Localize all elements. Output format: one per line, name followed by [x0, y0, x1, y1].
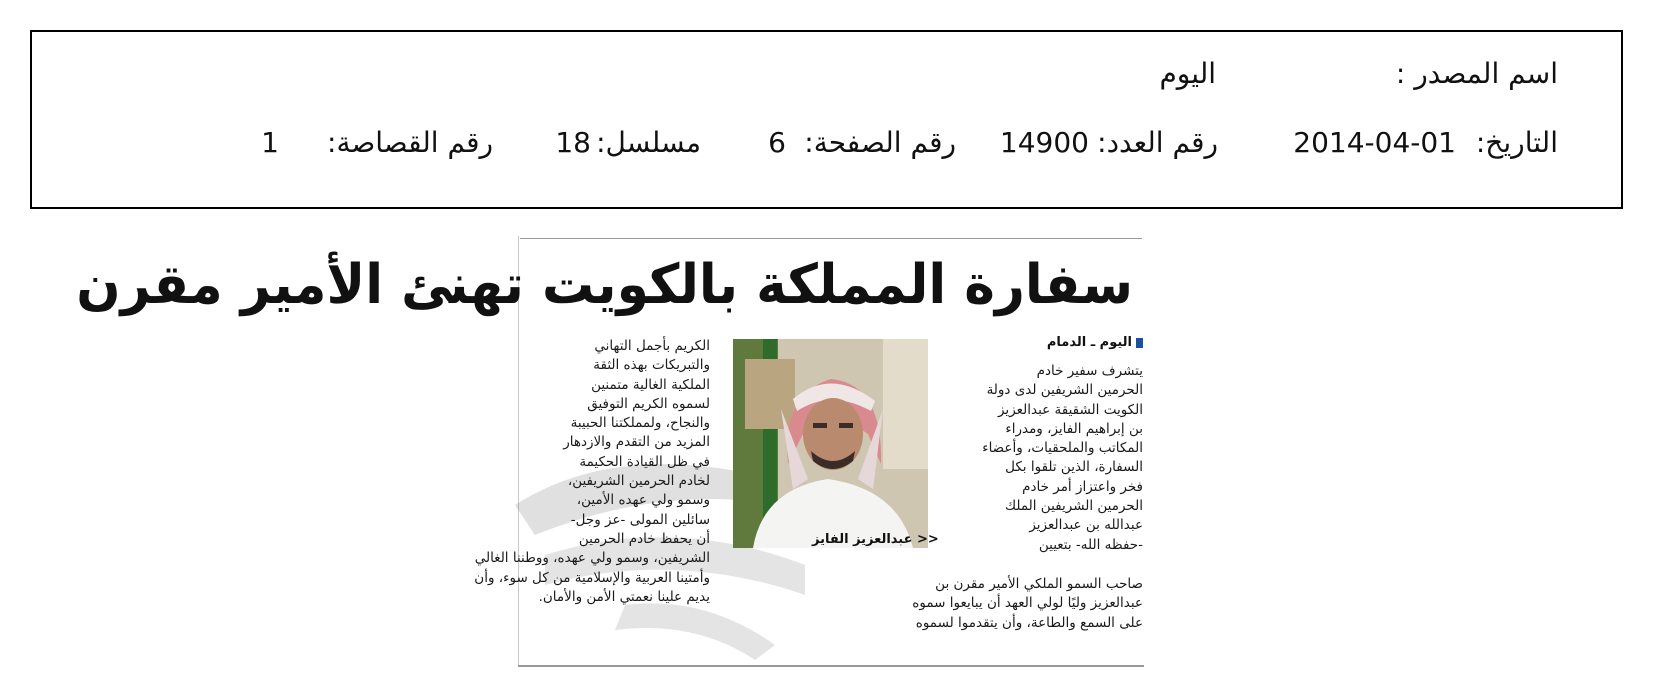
- text-line: الحرمين الشريفين لدى دولة: [986, 382, 1143, 399]
- clipping-header-box: [30, 30, 1623, 209]
- text-line: عبدالله بن عبدالعزيز: [1029, 517, 1143, 534]
- serial-value: 18: [555, 126, 591, 159]
- text-line: الكويت الشقيقة عبدالعزيز: [997, 401, 1143, 418]
- page-label: رقم الصفحة:: [804, 126, 956, 159]
- article-headline: سفارة المملكة بالكويت تهنئ الأمير مقرن: [76, 253, 1133, 317]
- text-line: الحرمين الشريفين الملك: [1005, 498, 1143, 515]
- clipping-top-rule: [520, 238, 1142, 239]
- clip-number-value: 1: [261, 126, 279, 159]
- text-line: والتبريكات بهذه الثقة: [593, 357, 710, 374]
- clipping-bottom-rule: [518, 665, 1144, 667]
- text-line: وأمتينا العربية والإسلامية من كل سوء، وأن: [474, 569, 710, 586]
- article-column-right: [943, 362, 1143, 555]
- source-value: اليوم: [1159, 57, 1216, 90]
- page-value: 6: [768, 126, 786, 159]
- text-line: فخر واعتزاز أمر خادم: [1022, 478, 1143, 495]
- text-line: الشريفين، وسمو ولي عهده، ووطننا الغالي: [474, 550, 710, 567]
- text-line: يتشرف سفير خادم: [1036, 363, 1143, 379]
- text-line: الملكية الغالية متمنين: [591, 376, 710, 393]
- issue-value: 14900: [999, 126, 1089, 159]
- text-line: سائلين المولى -عز وجل-: [570, 511, 710, 528]
- date-value: 2014-04-01: [1293, 126, 1456, 159]
- text-line: يديم علينا نعمتي الأمن والأمان.: [538, 588, 710, 605]
- text-line: أن يحفظ خادم الحرمين: [578, 530, 710, 547]
- portrait-illustration: [733, 339, 928, 548]
- date-label: التاريخ:: [1475, 126, 1558, 159]
- article-column-left: [474, 337, 710, 607]
- portrait-photo: [733, 339, 928, 548]
- text-line: السفارة، الذين تلقوا بكل: [1005, 459, 1143, 476]
- text-line: والنجاح، ولمملكتنا الحبيبة: [570, 415, 710, 432]
- source-label: اسم المصدر :: [1395, 57, 1558, 90]
- bookmark-icon: [1136, 338, 1143, 348]
- text-line: المكاتب والملحقيات، وأعضاء: [982, 440, 1143, 457]
- text-line: بن إبراهيم الفايز، ومدراء: [1005, 420, 1143, 437]
- text-line: لخادم الحرمين الشريفين،: [567, 473, 710, 490]
- article-column-bottom: [843, 575, 1143, 633]
- photo-caption: << عبدالعزيز الفايز: [812, 532, 939, 547]
- issue-label: رقم العدد:: [1097, 126, 1218, 159]
- article-byline: [1047, 335, 1143, 350]
- byline-text: اليوم ـ الدمام: [1046, 335, 1132, 350]
- text-line: صاحب السمو الملكي الأمير مقرن بن: [935, 576, 1143, 592]
- text-line: المزيد من التقدم والازدهار: [563, 434, 710, 451]
- text-line: وسمو ولي عهده الأمين،: [576, 492, 710, 509]
- text-line: الكريم بأجمل التهاني: [594, 338, 710, 354]
- text-line: -حفظه الله- بتعيين: [1038, 536, 1143, 553]
- text-line: عبدالعزيز وليًا لولي العهد أن يبايعوا سموه: [912, 595, 1143, 612]
- serial-label: مسلسل:: [596, 126, 701, 159]
- clip-number-label: رقم القصاصة:: [327, 126, 493, 159]
- text-line: لسموه الكريم التوفيق: [587, 395, 710, 412]
- text-line: على السمع والطاعة، وأن يتقدموا لسموه: [915, 614, 1143, 631]
- text-line: في ظل القيادة الحكيمة: [579, 453, 710, 470]
